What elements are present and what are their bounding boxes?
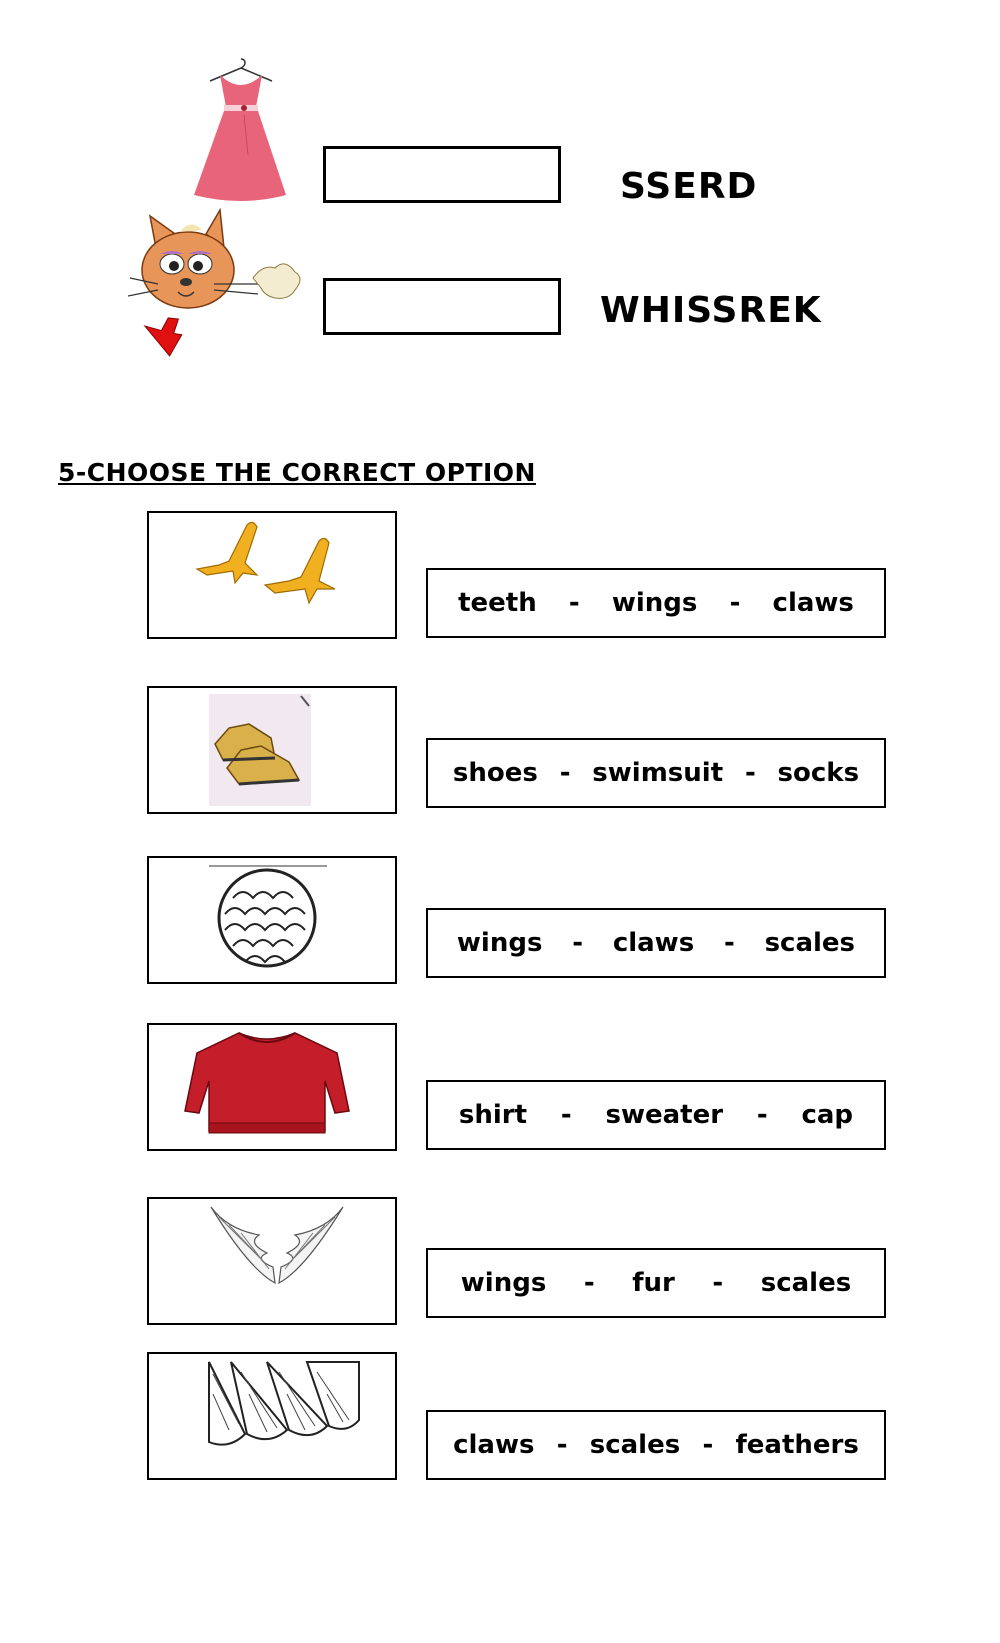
shoes-icon [149,688,395,812]
picture-box-5 [147,1197,397,1325]
picture-box-3 [147,856,397,984]
answer-box-2[interactable] [323,278,561,335]
picture-box-4 [147,1023,397,1151]
option-separator: - [583,1268,595,1298]
picture-box-1 [147,511,397,639]
option-1-a[interactable]: teeth [458,588,537,618]
option-2-b[interactable]: swimsuit [592,758,724,788]
option-4-b[interactable]: sweater [605,1100,724,1130]
section-title: 5-CHOOSE THE CORRECT OPTION [58,458,536,487]
answer-box-1[interactable] [323,146,561,203]
option-separator: - [712,1268,724,1298]
scales-icon [149,858,395,982]
option-separator: - [756,1100,768,1130]
option-5-b[interactable]: fur [632,1268,675,1298]
option-separator: - [568,588,580,618]
option-separator: - [559,758,571,788]
options-box-5[interactable] [426,1248,886,1318]
picture-box-6 [147,1352,397,1480]
sweater-icon [149,1025,395,1149]
options-box-4[interactable] [426,1080,886,1150]
option-1-c[interactable]: claws [772,588,854,618]
option-3-c[interactable]: scales [764,928,856,958]
option-separator: - [560,1100,572,1130]
dress-icon [186,55,296,205]
options-box-3[interactable] [426,908,886,978]
option-4-c[interactable]: cap [801,1100,854,1130]
claws-icon [149,513,395,637]
option-3-b[interactable]: claws [612,928,695,958]
feathers-icon [149,1354,395,1478]
option-1-b[interactable]: wings [611,588,698,618]
option-separator: - [723,928,735,958]
option-2-a[interactable]: shoes [452,758,538,788]
option-separator: - [702,1430,714,1460]
option-5-c[interactable]: scales [760,1268,852,1298]
option-separator: - [744,758,756,788]
scrambled-word-2: WHISSREK [600,290,822,331]
option-6-c[interactable]: feathers [735,1430,859,1460]
picture-box-2 [147,686,397,814]
options-box-6[interactable] [426,1410,886,1480]
wings-icon [149,1199,395,1323]
scrambled-word-1: SSERD [620,166,758,207]
option-6-a[interactable]: claws [453,1430,535,1460]
option-2-c[interactable]: socks [777,758,860,788]
option-6-b[interactable]: scales [589,1430,681,1460]
options-box-2[interactable] [426,738,886,808]
option-3-a[interactable]: wings [456,928,543,958]
cat-picture [128,208,308,368]
option-separator: - [729,588,741,618]
option-separator: - [572,928,584,958]
option-separator: - [556,1430,568,1460]
options-box-1[interactable] [426,568,886,638]
option-5-a[interactable]: wings [460,1268,547,1298]
cat-whiskers-icon [128,208,308,368]
dress-picture [186,55,296,205]
option-4-a[interactable]: shirt [458,1100,528,1130]
